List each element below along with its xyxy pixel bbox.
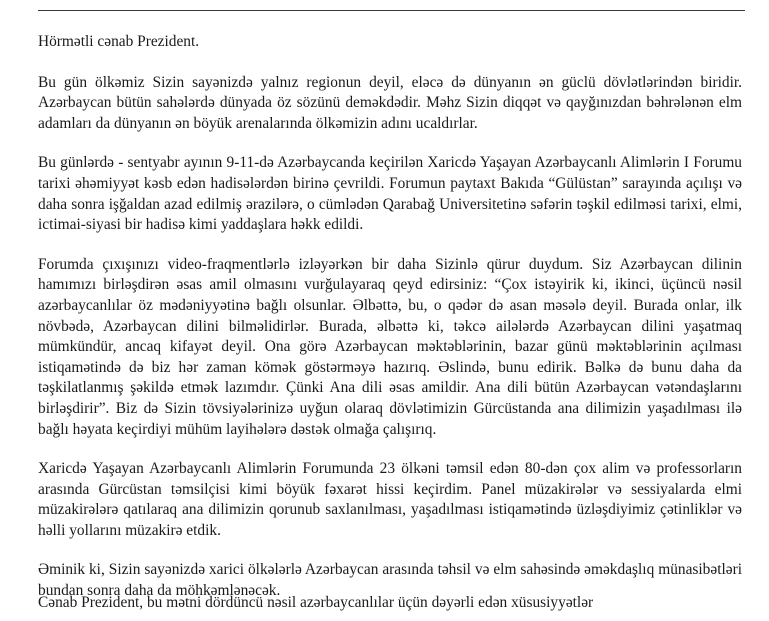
cut-off-paragraph — [38, 591, 742, 611]
paragraph-5: Əminik ki, Sizin sayənizdə xarici ölkələrlə Azərbaycan arasında təhsil və elm sahəsində əməkdaşlıq münasibətləri bundan sonra daha da möhkəmlənəcək. — [38, 561, 742, 600]
paragraph-1: Bu gün ölkəmiz Sizin sayənizdə yalnız regionun deyil, eləcə də dünyanın ən güclü dövlətlərindən biridir. Azərbaycan bütün sahələrdə dünyada öz sözünü deməkdədir. Məhz Sizin diqqət və qayğınızdan bəhrələnən elm adamları da dünyanın ən böyük arenalarında ölkəmizin adını ucaldırlar. — [38, 73, 742, 132]
cut-off-text: Cənab Prezident, bu mətni dördüncü nəsil azərbaycanlılar üçün dəyərli edən xüsusiyyətlər — [38, 594, 594, 611]
paragraph-2: Bu günlərdə - sentyabr ayının 9-11-də Azərbaycanda keçirilən Xaricdə Yaşayan Azərbaycanlı Alimlərin I Forumu tarixi əhəmiyyət kəsb edən hadisələrdən birinə çevrildi. Forumun paytaxt Bakıda “Gülüstan” sarayında açılışı və daha sonra işğaldan azad edilmiş ərazilərə, o cümlədən Qarabağ Universitetinə səfərin təşkil edilməsi tarixi, elmi, ictimai-siyasi bir hadisə kimi yaddaşlara həkk edildi. — [38, 154, 742, 234]
paragraph-4: Xaricdə Yaşayan Azərbaycanlı Alimlərin Forumunda 23 ölkəni təmsil edən 80-dən çox alim və professorların arasında Gürcüstan təmsilçisi kimi böyük fəxarət hissi keçirdim. Panel müzakirələr və sessiyalarda elmi müzakirələrə qatılaraq ana dilimizin qorunub saxlanılması, yaşadılması istiqamətində üzləşdiyimiz çətinliklər və həlli yollarını müzakirə etdik. — [38, 460, 742, 539]
letter-body — [38, 32, 742, 621]
salutation: Hörmətli cənab Prezident. — [38, 33, 200, 50]
paragraph-3: Forumda çıxışınızı video-fraqmentlərlə izləyərkən bir daha Sizinlə qürur duydum. Siz Azərbaycan dilinin hamımızı birləşdirən əsas amil olmasını vurğulayaraq qeyd edirsiniz: “Çox istəyirik ki, ikinci, üçüncü nəsil azərbaycanlılar öz mədəniyyətinə bağlı olsunlar. Əlbəttə, bu, o qədər də asan məsələ deyil. Burada onlar, ilk növbədə, Azərbaycan dilini bilməlidirlər. Burada, əlbəttə ki, təkcə ailələrdə Azərbaycan dilini yaşatmaq mümkündür, ancaq kifayət deyil. Ona görə Azərbaycan məktəblərinin, bazar günü məktəblərinin açılması istiqamətində də biz hər zaman kömək göstərməyə hazırıq. Əslində, bunu edirik. Bəlkə də bunu daha da təşkilatlanmış şəkildə etmək lazımdır. Çünki Ana dili əsas amildir. Ana dili bütün Azərbaycan vətəndaşlarını birləşdirir”. Biz də Sizin tövsiyələrinizə uyğun olaraq dövlətimizin Gürcüstanda ana dilimizin yaşadılması ilə bağlı həyata keçirdiyi mühüm layihələrə dəstək olmağa çalışırıq. — [38, 255, 742, 438]
top-divider — [38, 10, 745, 11]
